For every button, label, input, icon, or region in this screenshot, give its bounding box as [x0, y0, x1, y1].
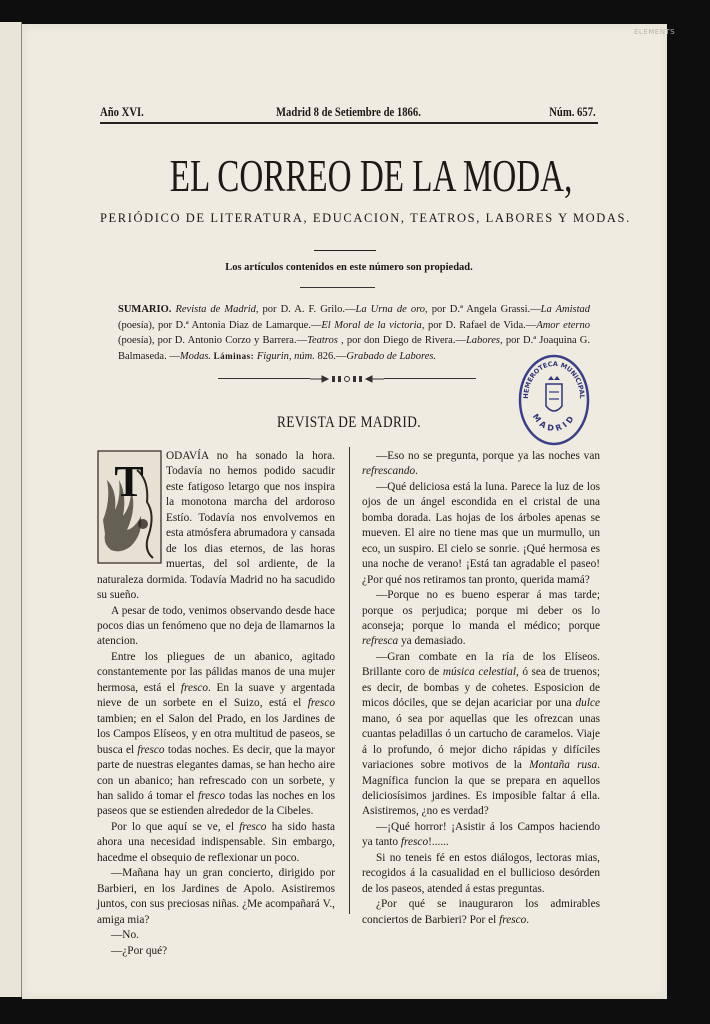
ornament-icon [308, 374, 386, 384]
summary-item-title: El Moral de la victoria [321, 319, 422, 331]
paragraph-text: —Gran combate en la ría de los Elíseos. Brillante coro de [362, 650, 600, 679]
paragraph-text: ya demasiado. [398, 635, 466, 648]
italic-word: música celestial [442, 666, 516, 679]
summary-item-title: Modas. [179, 350, 212, 362]
italic-word: fresco [198, 789, 226, 802]
paragraph-text: —Mañana hay un gran concierto, dirigido por Barbieri, en los Jardines de Apolo. Asistiremos juntos, con sus preciosas niñas. ¿Me acompañará V., amiga mia? [97, 867, 335, 926]
italic-word: refresca [362, 635, 399, 648]
corner-label: ELEMENTS [634, 28, 676, 36]
paragraph-text: . Magnífica funcion la que se prepara en aquellos deliciosísimos jardines. Es imposible faltar á ella. Asistiremos, ¿no es verdad? [362, 759, 600, 818]
paragraph-text: mano, ó sea por aquellas que les ofrezcan unas cuantas peladillas ó un cartucho de caramelos. Viaje á lo profundo, ó mejor dicho rápidas y difíciles variaciones sobre motivos de la [362, 712, 600, 772]
masthead-subtitle: PERIÓDICO DE LITERATURA, EDUCACION, TEATROS, LABORES Y MODAS. [100, 211, 631, 225]
summary-text: , por D.ª Angela Grassi.— [425, 304, 541, 315]
italic-word: fresco [499, 913, 527, 926]
summary-item-title: La Urna de oro [355, 304, 426, 315]
paragraph-text: . En la suave y argentada nieve de un sorbete en el Suizo, está el [97, 681, 335, 710]
article-column-right [362, 449, 600, 928]
paragraph-text: —Eso no se pregunta, porque ya las noches van [376, 450, 600, 462]
summary-item-title: La Amistad [540, 304, 591, 315]
svg-text:HEMEROTECA MUNICIPAL: HEMEROTECA MUNICIPAL [521, 359, 587, 399]
summary-text: (poesía), por D.ª Antonia Diaz de Lamarque.— [118, 319, 322, 331]
issue-year: Año XVI. [100, 104, 144, 119]
issue-date: Madrid 8 de Setiembre de 1866. [276, 104, 421, 119]
summary-item-title: Teatros [307, 335, 338, 346]
summary-label: SUMARIO. [118, 304, 172, 315]
svg-text:MADRID: MADRID [530, 412, 578, 434]
issue-header [100, 104, 596, 122]
paragraph-text: . [415, 465, 418, 478]
plates-text: 826.— [314, 350, 347, 362]
paragraph-text: todas las noches en los paseos que se estienden alrededor de la Cibeles. [97, 789, 335, 818]
rights-note: Los artículos contenidos en este número son propiedad. [225, 262, 473, 273]
header-rule [100, 122, 598, 124]
summary-item-title: Labores [465, 335, 501, 346]
paragraph-text: —Porque no es bueno esperar á mas tarde; porque os perjudica; porque mi deber os lo aconseja; porque lo manda el médico; porque [362, 589, 600, 632]
summary-item-title: Amor eterno [536, 319, 590, 331]
italic-word: fresco [180, 681, 209, 694]
title-divider [314, 250, 376, 251]
italic-word: fresco [400, 836, 429, 849]
summary-divider [300, 287, 375, 288]
paragraph-text: Entre los pliegues de un abanico, agitado constantemente por las pálidas manos de una mujer hermosa, está el [97, 650, 335, 694]
issue-number: Núm. 657. [549, 104, 596, 119]
paragraph-text: , ó sea de truenos; es decir, de bombas y de cohetes. Esposicion de micos dóciles, que se dejan acariciar por una [362, 666, 600, 710]
ornament-divider [218, 374, 476, 384]
plates-item: Grabado de Labores. [346, 350, 437, 362]
plates-label: Láminas: [213, 350, 255, 361]
italic-word: fresco [307, 697, 335, 710]
summary-text: , por D. Rafael de Vida.— [421, 319, 537, 331]
summary-text: , por don Diego de Rivera.— [337, 335, 466, 346]
paragraph-text: ODAVÍA no ha sonado la hora. Todavía no hemos podido sacudir este fatigoso letargo que nos inspira la monotona marcha del ardoroso Estío. Todavía nos envolvemos en esta atmósfera abrumadora y cansada de los dias eternos, de las horas muertas, del sol ardiente, de la naturaleza dormida. Todavía Madrid no ha sacudido su sueño. [97, 450, 335, 602]
paragraph-text: Si no teneis fé en estos diálogos, lectoras mias, recogidos á la casualidad en el bullicioso desórden de los paseos, atended á estas preguntas. [362, 851, 600, 895]
summary-text: (poesía), por D. Antonio Corzo y Barrera.— [118, 335, 308, 346]
paragraph-text: A pesar de todo, venimos observando desde hace pocos dias un fenómeno que no deja de llamarnos la atencion. [97, 604, 335, 648]
summary-item-title: Revista de Madrid [175, 304, 256, 315]
italic-word: fresco [137, 743, 165, 756]
article-column-left [97, 449, 335, 959]
plates-item: Figurin, núm. [256, 350, 315, 362]
paragraph-text: —¿Por qué? [111, 944, 168, 957]
paragraph-text: —Qué deliciosa está la luna. Parece la luz de los ojos de un ángel escondida en el cristal de una bomba dorada. Las hojas de los árboles apenas se mueven. El aire no tiene mas que un murmullo, un eco, un suspiro. El cielo se sonrie. ¡Qué hermosa es una noche de verano! ¡Está tan agradable el paseo! ¿Por qué nos retiramos tan pronto, querida mamá? [362, 480, 600, 586]
italic-word: dulce [575, 697, 600, 710]
article-title: REVISTA DE MADRID. [276, 414, 422, 431]
italic-word: fresco [239, 820, 267, 833]
paragraph-text: —No. [111, 929, 139, 942]
paragraph-text: ¿Por qué se inauguraron los admirables conciertos de Barbieri? Por el [362, 898, 600, 926]
library-stamp-icon [518, 354, 590, 446]
paragraph-text: Por lo que aquí se ve, el [111, 820, 240, 833]
paragraph-text: . [526, 913, 530, 926]
paragraph-text: tambien; en el Salon del Prado, en los Jardines de los Campos Elíseos, y en otra multitud de paseos, se busca el [97, 712, 335, 756]
previous-page-edge [0, 22, 22, 997]
summary-text: , por D.ª Joaquina G. Balmaseda. — [118, 335, 590, 362]
paragraph-text: —¡Qué horror! ¡Asistir á los Campos haciendo ya tanto [362, 820, 600, 849]
column-divider [349, 447, 350, 914]
italic-word: Montaña rusa [529, 759, 598, 772]
masthead-title: EL CORREO DE LA MODA, [169, 150, 573, 201]
paragraph-text: !...... [428, 836, 449, 849]
italic-word: refrescando [362, 465, 416, 478]
paragraph-text: ha sido hasta ahora una necesidad indispensable. Sin embargo, hacedme el obsequio de reflexionar un poco. [97, 820, 335, 864]
initial-letter: T [114, 457, 144, 506]
summary-text: , por D. A. F. Grilo.— [255, 304, 356, 315]
paragraph-text: todas noches. Es decir, que la mayor parte de nuestras elegantes damas, se han hecho aire con un abanico; han refrescado con un sorbete, y han salido á tomar el [97, 743, 335, 802]
decorated-initial-icon [97, 450, 162, 564]
